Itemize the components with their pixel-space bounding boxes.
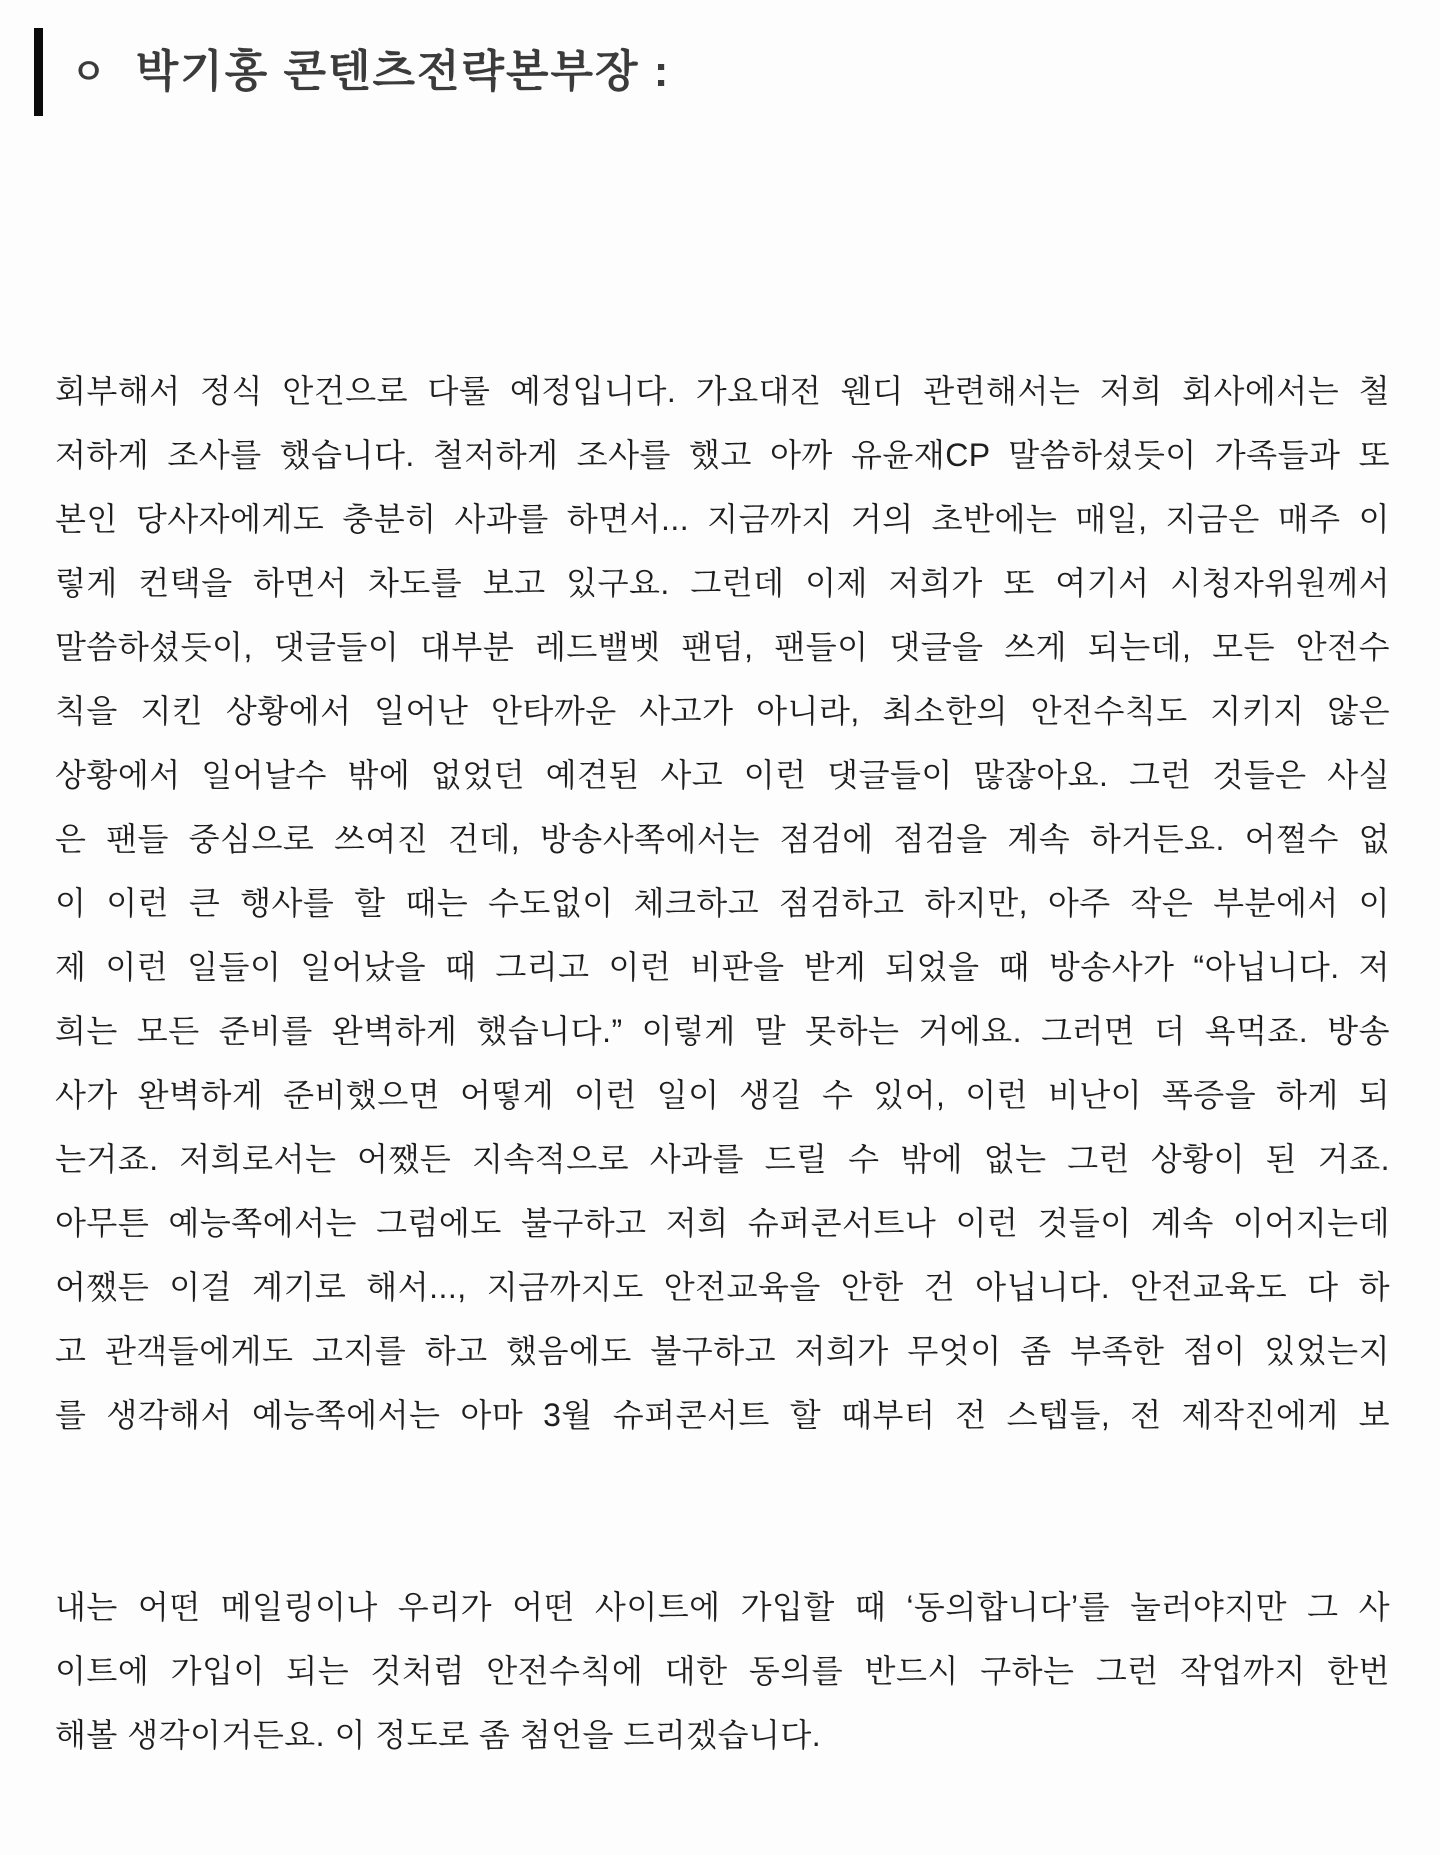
- closing-paragraph: [55, 1575, 1390, 1767]
- transcript-line: 상황에서 일어날수 밖에 없었던 예견된 사고 이런 댓글들이 많잖아요. 그런 것들은 사실: [55, 757, 1390, 793]
- transcript-line: 희는 모든 준비를 완벽하게 했습니다.” 이렇게 말 못하는 거에요. 그러면 더 욕먹죠. 방송: [55, 1013, 1390, 1049]
- transcript-line: 아무튼 예능쪽에서는 그럼에도 불구하고 저희 슈퍼콘서트나 이런 것들이 계속 이어지는데: [55, 1205, 1390, 1241]
- speaker-heading: [34, 26, 1440, 118]
- transcript-line: 사가 완벽하게 준비했으면 어떻게 이런 일이 생길 수 있어, 이런 비난이 폭증을 하게 되: [55, 1077, 1390, 1113]
- transcript-line: 은 팬들 중심으로 쓰여진 건데, 방송사쪽에서는 점검에 점검을 계속 하거든요. 어쩔수 없: [55, 821, 1390, 857]
- transcript-line: 본인 당사자에게도 충분히 사과를 하면서... 지금까지 거의 초반에는 매일, 지금은 매주 이: [55, 501, 1390, 537]
- transcript-line: 말씀하셨듯이, 댓글들이 대부분 레드밸벳 팬덤, 팬들이 댓글을 쓰게 되는데, 모든 안전수: [55, 629, 1390, 665]
- document-page: [0, 26, 1440, 1855]
- transcript-line: 이트에 가입이 되는 것처럼 안전수칙에 대한 동의를 반드시 구하는 그런 작업까지 한번: [55, 1653, 1390, 1689]
- circle-bullet: ㅇ: [71, 51, 106, 92]
- transcript-line: 회부해서 정식 안건으로 다룰 예정입니다. 가요대전 웬디 관련해서는 저희 회사에서는 철: [55, 373, 1390, 409]
- transcript-body: [0, 359, 1440, 1767]
- transcript-line: 칙을 지킨 상황에서 일어난 안타까운 사고가 아니라, 최소한의 안전수칙도 지키지 않은: [55, 693, 1390, 729]
- transcript-line: 를 생각해서 예능쪽에서는 아마 3월 슈퍼콘서트 할 때부터 전 스텝들, 전 제작진에게 보: [55, 1397, 1390, 1433]
- transcript-line: 렇게 컨택을 하면서 차도를 보고 있구요. 그런데 이제 저희가 또 여기서 시청자위원께서: [55, 565, 1390, 601]
- transcript-line: 저하게 조사를 했습니다. 철저하게 조사를 했고 아까 유윤재CP 말씀하셨듯이 가족들과 또: [55, 437, 1390, 473]
- heading-vertical-bar: [34, 28, 43, 116]
- transcript-line: 해볼 생각이거든요. 이 정도로 좀 첨언을 드리겠습니다.: [55, 1717, 822, 1753]
- transcript-line: 고 관객들에게도 고지를 하고 했음에도 불구하고 저희가 무엇이 좀 부족한 점이 있었는지: [55, 1333, 1390, 1369]
- transcript-line: 어쨌든 이걸 계기로 해서..., 지금까지도 안전교육을 안한 건 아닙니다. 안전교육도 다 하: [55, 1269, 1390, 1305]
- transcript-line: 내는 어떤 메일링이나 우리가 어떤 사이트에 가입할 때 ‘동의합니다’를 눌러야지만 그 사: [55, 1589, 1390, 1625]
- speaker-title: 박기홍 콘텐츠전략본부장 :: [135, 46, 671, 96]
- transcript-line: 는거죠. 저희로서는 어쨌든 지속적으로 사과를 드릴 수 밖에 없는 그런 상황이 된 거죠.: [55, 1141, 1390, 1177]
- transcript-line: 제 이런 일들이 일어났을 때 그리고 이런 비판을 받게 되었을 때 방송사가 “아닙니다. 저: [55, 949, 1390, 985]
- transcript-line: 이 이런 큰 행사를 할 때는 수도없이 체크하고 점검하고 하지만, 아주 작은 부분에서 이: [55, 885, 1390, 921]
- main-paragraph: [55, 359, 1390, 1447]
